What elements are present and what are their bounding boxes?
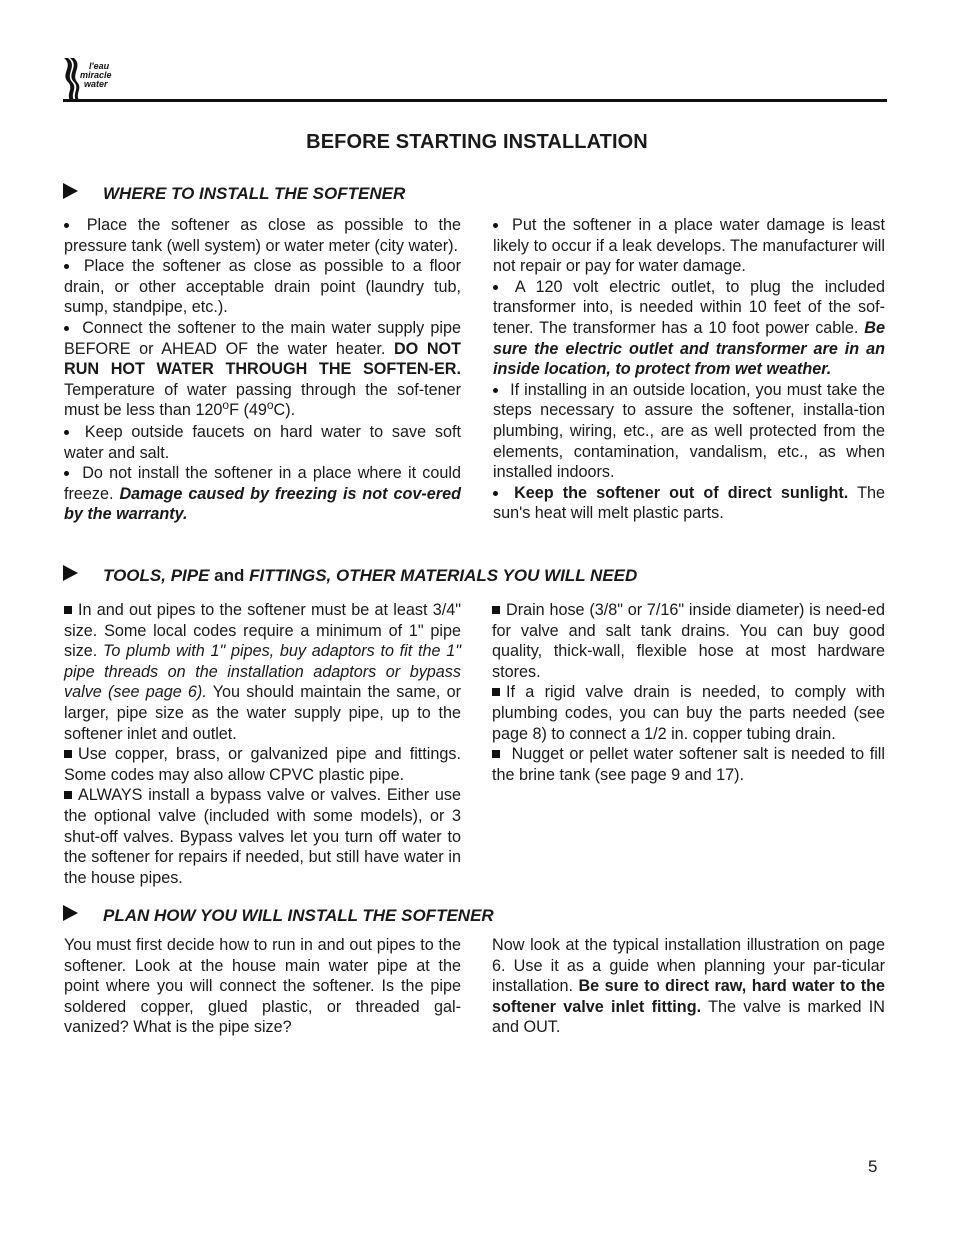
section-where-to-install-heading	[63, 184, 405, 204]
section-heading-text: TOOLS, PIPE and FITTINGS, OTHER MATERIALS YOU WILL NEED	[103, 566, 638, 585]
bullet-icon	[64, 430, 69, 435]
list-item: Keep the softener out of direct sunlight. The sun's heat will melt plastic parts.	[493, 483, 885, 523]
list-item: Keep outside faucets on hard water to save soft water and salt.	[64, 422, 461, 462]
list-item: If a rigid valve drain is needed, to comply with plumbing codes, you can buy the parts needed (see page 8) to connect a 1/2 in. copper tubing drain.	[492, 683, 885, 743]
square-bullet-icon	[492, 688, 500, 696]
list-item: Drain hose (3/8" or 7/16" inside diameter) is need-ed for valve and salt tank drains. You can buy good quality, thick-wall, flexible hose at most hardware stores.	[492, 601, 885, 681]
page-title: BEFORE STARTING INSTALLATION	[306, 131, 648, 153]
list-item: Use copper, brass, or galvanized pipe and fittings. Some codes may also allow CPVC plastic pipe.	[64, 745, 461, 784]
list-item: Nugget or pellet water softener salt is needed to fill the brine tank (see page 9 and 17).	[492, 745, 886, 784]
bullet-icon	[64, 223, 69, 228]
list-item: ALWAYS install a bypass valve or valves. Either use the optional valve (included with some models), or 3 shut-off valves. Bypass valves let you turn off water to the softener for repairs if needed, but still have water in the house pipes.	[64, 786, 461, 887]
section2-left-column	[64, 600, 461, 888]
bullet-icon	[493, 223, 498, 228]
logo-line-3: water	[84, 79, 108, 89]
triangle-arrow-icon	[63, 565, 78, 581]
bullet-icon	[64, 326, 69, 331]
square-bullet-icon	[492, 606, 500, 614]
paragraph: You must first decide how to run in and out pipes to the softener. Look at the house main water pipe at the point where you will connect the softener. Is the pipe soldered copper, glued plastic, or threaded gal-vanized? What is the pipe size?	[64, 936, 461, 1037]
logo-text	[80, 62, 112, 89]
triangle-arrow-icon	[63, 905, 78, 921]
header-rule	[63, 99, 887, 102]
bullet-icon	[64, 471, 69, 476]
list-item: A 120 volt electric outlet, to plug the included transformer into, is needed within 10 feet of the sof-tener. The transformer has a 10 foot power cable. Be sure the electric outlet and transformer are in an inside location, to protect from wet weather.	[493, 277, 886, 379]
list-item: Place the softener as close as possible to a floor drain, or other acceptable drain point (laundry tub, sump, standpipe, etc.).	[64, 257, 462, 317]
list-item: Connect the softener to the main water supply pipe BEFORE or AHEAD OF the water heater. DO NOT RUN HOT WATER THROUGH THE SOFTEN-ER. Temperature of water passing through the sof-tener must be less than 120$^o$F (49$^o$C).	[64, 318, 461, 420]
page-number: 5	[868, 1157, 878, 1176]
logo-line-2: miracle	[80, 70, 112, 80]
list-item: In and out pipes to the softener must be at least 3/4" size. Some local codes require a minimum of 1" pipe size. To plumb with 1" pipes, buy adaptors to fit the 1" pipe threads on the installation adaptors or bypass valve (see page 6). You should maintain the same, or larger, pipe size as the water supply pipe, up to the softener inlet and outlet.	[64, 601, 461, 743]
section1-right-column	[493, 215, 885, 524]
square-bullet-icon	[64, 606, 72, 614]
paragraph: Now look at the typical installation illustration on page 6. Use it as a guide when planning your par-ticular installation. Be sure to direct raw, hard water to the softener valve inlet fitting. The valve is marked IN and OUT.	[492, 936, 885, 1037]
bullet-icon	[64, 264, 69, 269]
list-item: If installing in an outside location, you must take the steps necessary to assure the softener, installa-tion plumbing, wiring, etc., are as well protected from the elements, contamination, vandalism, etc., as when installed indoors.	[493, 380, 885, 482]
section3-right-column	[492, 935, 885, 1038]
list-item: Put the softener in a place water damage is least likely to occur if a leak develops. The manufacturer will not repair or pay for water damage.	[493, 216, 885, 276]
logo-line-1: l'eau	[89, 61, 110, 71]
section1-left-column	[64, 215, 461, 525]
bullet-icon	[493, 285, 498, 290]
section-plan-heading	[63, 906, 494, 926]
square-bullet-icon	[64, 750, 72, 758]
bullet-icon	[493, 491, 498, 496]
section2-right-column	[492, 600, 885, 785]
square-bullet-icon	[492, 750, 500, 758]
bullet-icon	[493, 388, 498, 393]
section3-left-column	[64, 935, 461, 1038]
list-item: Do not install the softener in a place where it could freeze. Damage caused by freezing is not cov-ered by the warranty.	[64, 464, 462, 524]
section-tools-heading	[63, 566, 637, 586]
section-heading-text: WHERE TO INSTALL THE SOFTENER	[103, 184, 406, 203]
triangle-arrow-icon	[63, 183, 78, 199]
section-heading-text: PLAN HOW YOU WILL INSTALL THE SOFTENER	[103, 906, 494, 925]
list-item: Place the softener as close as possible to the pressure tank (well system) or water meter (city water).	[64, 216, 462, 255]
square-bullet-icon	[64, 791, 72, 799]
brand-logo	[60, 56, 130, 102]
